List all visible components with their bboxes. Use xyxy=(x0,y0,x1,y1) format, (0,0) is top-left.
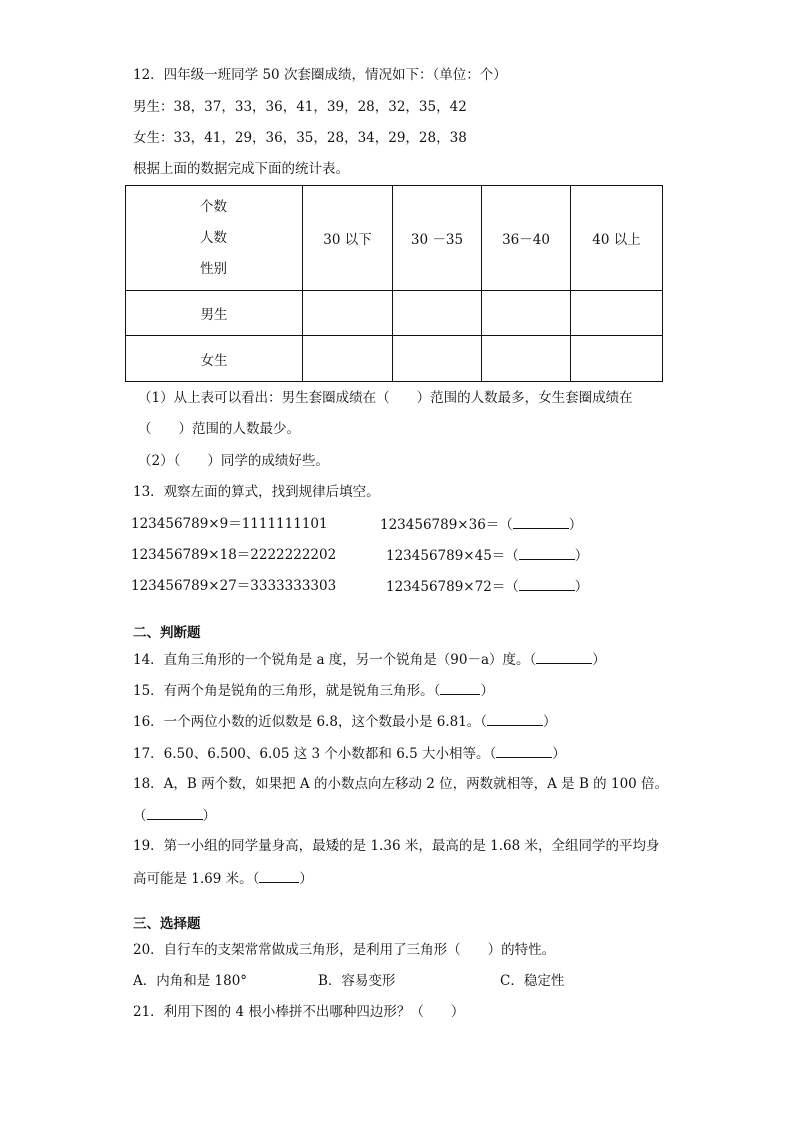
q18-line1: 18．A，B 两个数，如果把 A 的小数点向左移动 2 位，两数就相等，A 是 B 的 100 倍。 xyxy=(133,776,669,792)
q20: 20．自行车的支架常常做成三角形，是利用了三角形（ ）的特性。 xyxy=(133,942,556,958)
table-cell-blank[interactable] xyxy=(303,336,393,382)
answer-blank[interactable] xyxy=(487,712,543,726)
q12-boys-data: 男生：38，37，33，36，41，39，28，32，35，42 xyxy=(133,99,467,115)
q13-right-eq: 123456789×72＝（ ） xyxy=(386,579,589,595)
q15: 15．有两个角是锐角的三角形，就是锐角三角形。（ ） xyxy=(133,683,494,699)
column-header: 30 以下 xyxy=(303,186,393,291)
q12-instruction: 根据上面的数据完成下面的统计表。 xyxy=(133,161,349,177)
answer-blank[interactable] xyxy=(536,650,592,664)
answer-blank[interactable] xyxy=(440,681,480,695)
q14: 14．直角三角形的一个锐角是 a 度，另一个锐角是（90－a）度。（ ） xyxy=(133,652,606,668)
table-cell-blank[interactable] xyxy=(393,291,482,336)
header-gender-label: 性别 xyxy=(200,260,227,277)
table-header-row xyxy=(126,186,663,291)
section-2-heading: 二、判断题 xyxy=(133,625,201,641)
q16: 16．一个两位小数的近似数是 6.8，这个数最小是 6.81。（ ） xyxy=(133,714,557,730)
q17: 17．6.50、6.500、6.05 这 3 个小数都和 6.5 大小相等。（ ） xyxy=(133,746,566,762)
section-3-heading: 三、选择题 xyxy=(133,916,201,932)
row-header-girls: 女生 xyxy=(126,336,303,382)
q13-right-eq: 123456789×36＝（ ） xyxy=(380,517,583,533)
answer-blank[interactable] xyxy=(496,744,552,758)
q19-line2: 高可能是 1.69 米。（ ） xyxy=(133,871,313,887)
answer-blank[interactable] xyxy=(519,577,575,591)
header-people-label: 人数 xyxy=(200,229,227,246)
table-cell-blank[interactable] xyxy=(482,291,571,336)
q13-right-eq: 123456789×45＝（ ） xyxy=(386,548,589,564)
answer-blank[interactable] xyxy=(513,515,569,529)
stats-table xyxy=(125,185,663,382)
q12-sub1-line2: （ ）范围的人数最少。 xyxy=(138,421,300,437)
table-cell-blank[interactable] xyxy=(571,336,663,382)
q12-title: 12．四年级一班同学 50 次套圈成绩，情况如下：（单位：个） xyxy=(133,67,507,83)
answer-blank[interactable] xyxy=(147,806,203,820)
q20-option-a[interactable]: A．内角和是 180° xyxy=(133,973,248,989)
answer-blank[interactable] xyxy=(259,869,299,883)
q20-option-c[interactable]: C．稳定性 xyxy=(500,973,565,989)
column-header: 30 －35 xyxy=(393,186,482,291)
q18-line2: （ ） xyxy=(133,808,216,824)
table-row xyxy=(126,336,663,382)
q12-sub1-line1: （1）从上表可以看出：男生套圈成绩在（ ）范围的人数最多，女生套圈成绩在 xyxy=(138,390,633,406)
table-cell-blank[interactable] xyxy=(393,336,482,382)
column-header: 36－40 xyxy=(482,186,571,291)
header-count-label: 个数 xyxy=(200,198,227,215)
answer-blank[interactable] xyxy=(519,546,575,560)
q20-option-b[interactable]: B．容易变形 xyxy=(318,973,396,989)
q13-left-eq: 123456789×18＝2222222202 xyxy=(131,547,337,563)
row-header-boys: 男生 xyxy=(126,291,303,336)
q13-title: 13．观察左面的算式，找到规律后填空。 xyxy=(133,484,380,500)
q19-line1: 19．第一小组的同学量身高，最矮的是 1.36 米，最高的是 1.68 米，全组同学的平均身 xyxy=(133,838,660,854)
q12-girls-data: 女生：33，41，29，36，35，28，34，29，28，38 xyxy=(133,130,467,146)
q21: 21．利用下图的 4 根小棒拼不出哪种四边形？（ ） xyxy=(133,1004,465,1020)
table-cell-blank[interactable] xyxy=(571,291,663,336)
table-diagonal-header xyxy=(126,186,303,291)
q12-sub2: （2）（ ）同学的成绩好些。 xyxy=(138,453,329,469)
table-cell-blank[interactable] xyxy=(303,291,393,336)
column-header: 40 以上 xyxy=(571,186,663,291)
table-row xyxy=(126,291,663,336)
table-cell-blank[interactable] xyxy=(482,336,571,382)
q13-left-eq: 123456789×9＝1111111101 xyxy=(131,516,328,532)
q13-left-eq: 123456789×27＝3333333303 xyxy=(131,578,337,594)
